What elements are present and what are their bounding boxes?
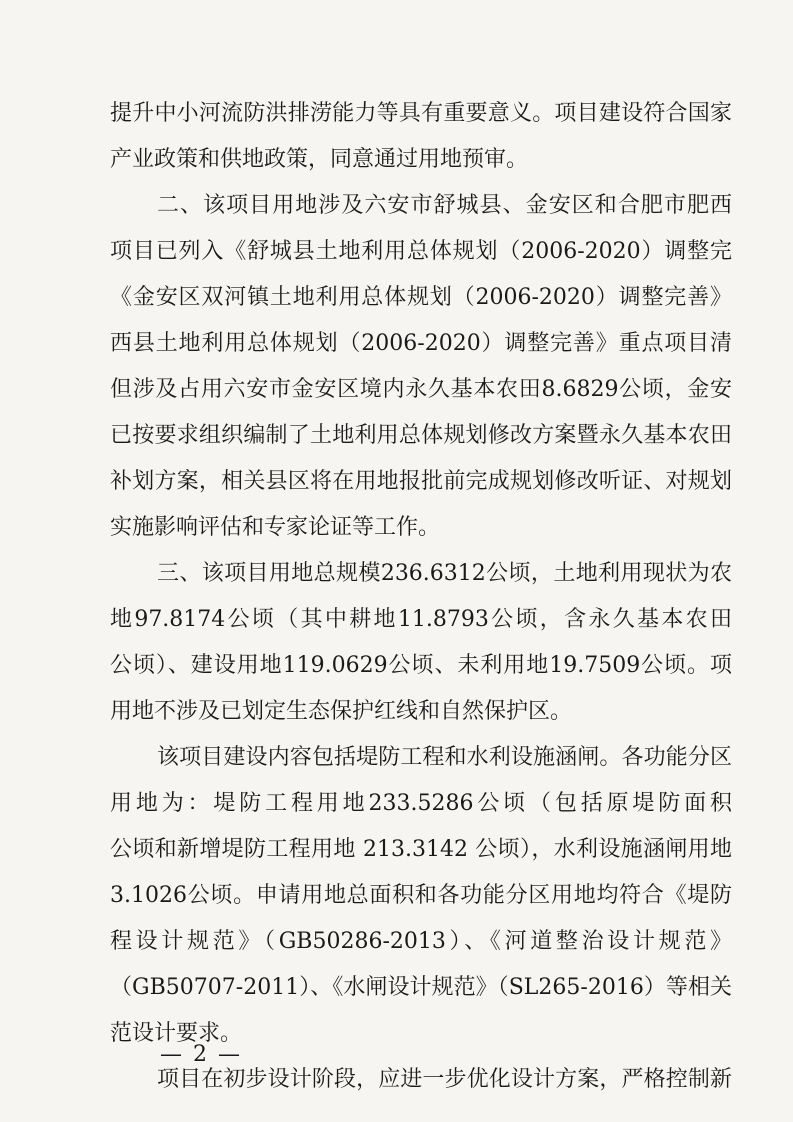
line-text: 产业政策和供地政策，同意通过用地预审。: [110, 147, 529, 172]
line-text: 补划方案，相关县区将在用地报批前完成规划修改听证、对规划: [110, 469, 732, 494]
body-line: [0, 830, 793, 870]
body-line: [0, 462, 793, 502]
body-line: [0, 876, 793, 916]
line-text: 项目已列入《舒城县土地利用总体规划（2006-2020）调整完: [110, 239, 732, 264]
line-text: 西县土地利用总体规划（2006-2020）调整完善》重点项目清: [110, 331, 732, 356]
body-line: [0, 738, 793, 778]
body-line: [0, 416, 793, 456]
line-text: 地97.8174公顷（其中耕地11.8793公顷，含永久基本农田: [110, 607, 732, 632]
body-line: [0, 232, 793, 272]
body-line: [0, 140, 793, 180]
line-text: 二、该项目用地涉及六安市舒城县、金安区和合肥市肥西: [157, 193, 732, 218]
body-line: [0, 554, 793, 594]
line-text: 项目在初步设计阶段，应进一步优化设计方案，严格控制新: [157, 1067, 732, 1092]
line-text: 已按要求组织编制了土地利用总体规划修改方案暨永久基本农田: [110, 423, 732, 448]
line-text: 《金安区双河镇土地利用总体规划（2006-2020）调整完善》: [110, 285, 732, 310]
line-text: 程设计规范》（GB50286-2013）、《河道整治设计规范》: [110, 929, 732, 954]
line-text: （GB50707-2011）、《水闸设计规范》（SL265-2016）等相关: [110, 975, 732, 1000]
body-line: [0, 600, 793, 640]
body-line: [0, 186, 793, 226]
body-line: [0, 94, 793, 134]
line-text: 但涉及占用六安市金安区境内永久基本农田8.6829公顷，金安: [110, 377, 732, 402]
line-text: 公顷和新增堤防工程用地 213.3142 公顷），水利设施涵闸用地: [110, 837, 732, 862]
line-text: 三、该项目用地总规模236.6312公顷，土地利用现状为农: [157, 561, 732, 586]
body-line: [0, 692, 793, 732]
line-text: 3.1026公顷。申请用地总面积和各功能分区用地均符合《堤防: [110, 883, 732, 908]
body-line: [0, 1060, 793, 1100]
body-line: [0, 968, 793, 1008]
line-text: 该项目建设内容包括堤防工程和水利设施涵闸。各功能分区: [157, 745, 732, 770]
line-text: 用地为：堤防工程用地233.5286公顷（包括原堤防面积: [110, 791, 732, 816]
body-line: [0, 370, 793, 410]
body-line: [0, 508, 793, 548]
page-number: — 2 —: [160, 1042, 242, 1067]
body-line: [0, 278, 793, 318]
body-line: [0, 1014, 793, 1054]
line-text: 实施影响评估和专家论证等工作。: [110, 515, 441, 540]
line-text: 提升中小河流防洪排涝能力等具有重要意义。项目建设符合国家: [110, 101, 732, 126]
body-line: [0, 324, 793, 364]
line-text: 公顷）、建设用地119.0629公顷、未利用地19.7509公顷。项: [110, 653, 732, 678]
body-line: [0, 646, 793, 686]
body-line: [0, 784, 793, 824]
body-line: [0, 922, 793, 962]
line-text: 用地不涉及已划定生态保护红线和自然保护区。: [110, 699, 573, 724]
line-text: 范设计要求。: [110, 1021, 243, 1046]
